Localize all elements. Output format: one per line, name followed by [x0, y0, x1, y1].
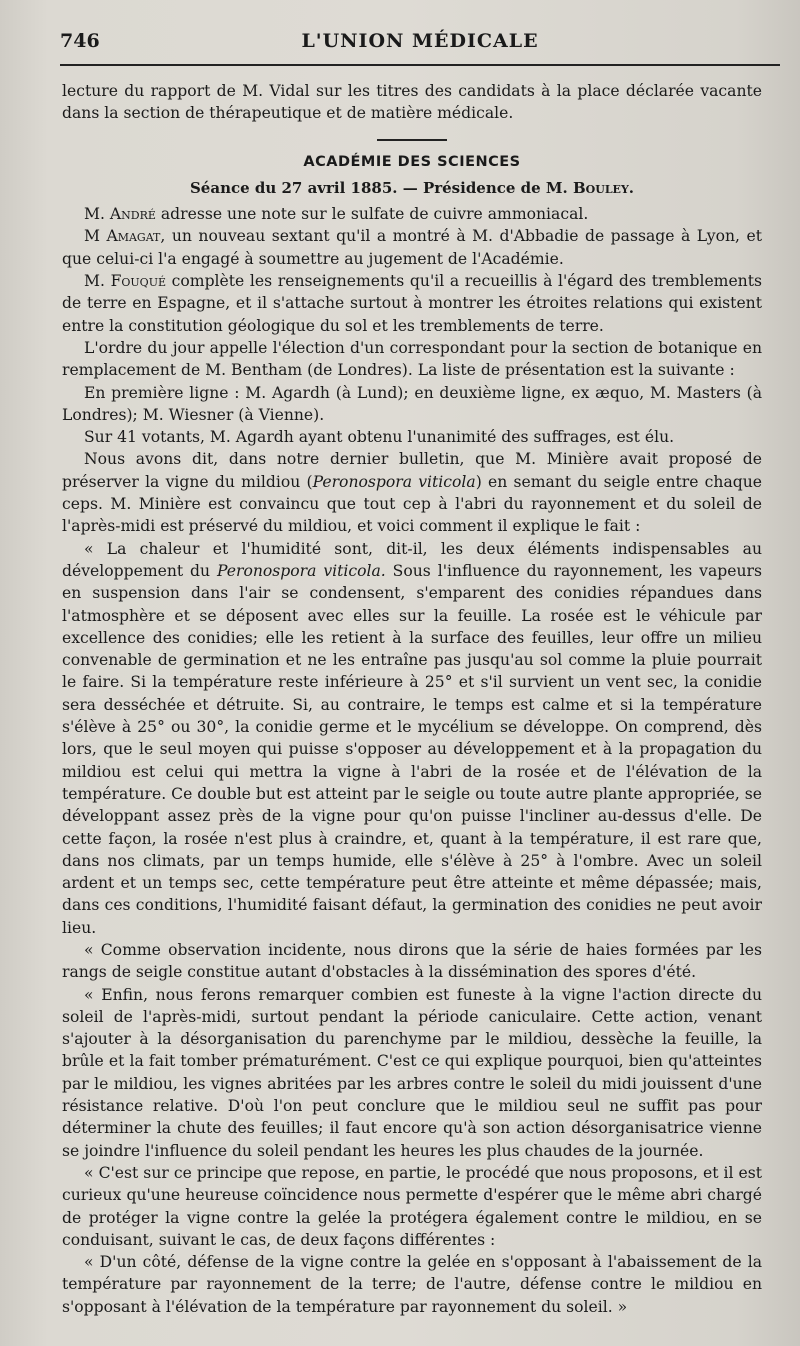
- m-prefix: M: [84, 227, 107, 246]
- seance-date: Séance du 27 avril 1885. — Présidence de M.: [189, 178, 573, 197]
- paragraph-text: ) en semant du seigle entre chaque ceps. M. Minière est convaincu que tout cep à l'abri du rayonnement et du soleil de l'après-midi est préservé du mildiou, et voici comment il explique le fait :: [62, 472, 762, 536]
- paragraph-presentation-list: En première ligne : M. Agardh (à Lund); en deuxième ligne, ex æquo, M. Masters (à Londres); M. Wiesner (à Vienne).: [62, 383, 762, 424]
- paragraph-quote-4: « C'est sur ce principe que repose, en partie, le procédé que nous proposons, et il est curieux qu'une heureuse coïncidence nous permette d'espérer que le même abri chargé de protéger la vigne contre la gelée la protégera également contre le mildiou, en se conduisant, suivant le cas, de deux façons différentes :: [62, 1163, 762, 1249]
- paragraph-text: , un nouveau sextant qu'il a montré à M. d'Abbadie de passage à Lyon, et que celui-ci l'a engagé à soumettre au jugement de l'Académie.: [62, 227, 762, 268]
- author-amagat: Amagat: [106, 227, 161, 246]
- header-rule: [60, 64, 780, 66]
- paragraph-quote-5: « D'un côté, défense de la vigne contre la gelée en s'opposant à l'abaissement de la température par rayonnement de la terre; de l'autre, défense contre le mildiou en s'opposant à l'élévation de la température par rayonnement du soleil. »: [62, 1253, 762, 1316]
- paragraph-quote-1: [62, 538, 762, 939]
- paragraph-miniere: [62, 448, 762, 537]
- paragraph-quote-2: « Comme observation incidente, nous dirons que la série de haies formées par les rangs de seigle constitue autant d'obstacles à la dissémination des spores d'été.: [62, 940, 762, 982]
- seance-line: [62, 177, 762, 199]
- paragraph-election: L'ordre du jour appelle l'élection d'un correspondant pour la section de botanique en remplacement de M. Bentham (de Londres). La liste de présentation est la suivante :: [62, 338, 762, 380]
- paragraph-text: adresse une note sur le sulfate de cuivre ammoniacal.: [155, 205, 589, 224]
- paragraph-quote-3: « Enfin, nous ferons remarquer combien est funeste à la vigne l'action directe du soleil de l'après-midi, surtout pendant la période caniculaire. Cette action, venant s'ajouter à la désorganisation du parenchyme par le mildiou, dessèche la feuille, la brûle et la fait tomber prématurément. C'est ce qui explique pourquoi, bien qu'atteintes par le mildiou, les vignes abritées par les arbres contre le soleil du midi jouissent d'une résistance relative. D'où l'on peut conclure que le mildiou seul ne suffit pas pour déterminer la chute des feuilles; il faut encore qu'à son action désorganisatrice vienne se joindre l'influence du soleil pendant les heures les plus chaudes de la journée.: [62, 985, 762, 1160]
- species-name: Peronospora viticola: [312, 472, 476, 491]
- running-title: L'UNION MÉDICALE: [301, 30, 539, 52]
- paragraph-amagat: [62, 225, 762, 270]
- page-number: 746: [60, 30, 100, 52]
- species-name: Peronospora viticola.: [217, 561, 386, 580]
- intro-paragraph: lecture du rapport de M. Vidal sur les titres des candidats à la place déclarée vacante dans la section de thérapeutique et de matière médicale.: [62, 82, 762, 123]
- page-content: [62, 80, 762, 1318]
- m-prefix: M.: [84, 272, 111, 291]
- paragraph-text: Nous avons dit, dans notre dernier bulletin, que M. Minière avait proposé de préserver la vigne du mildiou (: [62, 450, 762, 491]
- paragraph-vote-result: Sur 41 votants, M. Agardh ayant obtenu l'unanimité des suffrages, est élu.: [84, 428, 675, 447]
- section-divider: [377, 139, 447, 141]
- author-andre: André: [109, 205, 156, 224]
- section-title: ACADÉMIE DES SCIENCES: [303, 153, 521, 170]
- page-header: [60, 30, 780, 58]
- seance-end: .: [628, 178, 635, 197]
- m-prefix: M.: [84, 205, 110, 224]
- author-fouque: Fouqué: [110, 272, 167, 291]
- president-name: Bouley: [572, 178, 629, 197]
- paragraph-text: complète les renseignements qu'il a recueillis à l'égard des tremblements de terre en Espagne, et il s'attache surtout à montrer les étroites relations qui existent entre la constitution géologique du sol et les tremblements de terre.: [62, 272, 762, 335]
- paragraph-text: « La chaleur et l'humidité sont, dit-il, les deux éléments indispensables au développement du: [62, 539, 762, 580]
- paragraph-fouque: [62, 270, 762, 337]
- paragraph-andre: [62, 203, 762, 225]
- paragraph-text: Sous l'influence du rayonnement, les vapeurs en suspension dans l'air se condensent, s'emparent des conidies répandues dans l'atmosphère et se déposent avec elles sur la feuille. La rosée est le véhicule par excellence des conidies; elle les retient à la surface des feuilles, leur offre un milieu convenable de germination et ne les entraîne pas jusqu'au sol comme la pluie pourrait le faire. Si la température reste inférieure à 25° et s'il survient un vent sec, la conidie sera desséchée et détruite. Si, au contraire, le temps est calme et si la température s'élève à 25° ou 30°, la conidie germe et le mycélium se développe. On comprend, dès lors, que le seul moyen qui puisse s'opposer au développement et à la propagation du mildiou est celui qui mettra la vigne à l'abri de la rosée et de l'élévation de la température. Ce double but est atteint par le seigle ou toute autre plante appropriée, se développant assez près de la vigne pour qu'on puisse l'incliner au-dessus d'elle. De cette façon, la rosée n'est plus à craindre, et, quant à la température, il est rare que, dans nos climats, par un temps humide, elle s'élève à 25° à l'ombre. Avec un soleil ardent et un temps sec, cette température peut être atteinte et même dépassée; mais, dans ces conditions, l'humidité faisant défaut, la germination des conidies ne peut avoir lieu.: [62, 561, 762, 937]
